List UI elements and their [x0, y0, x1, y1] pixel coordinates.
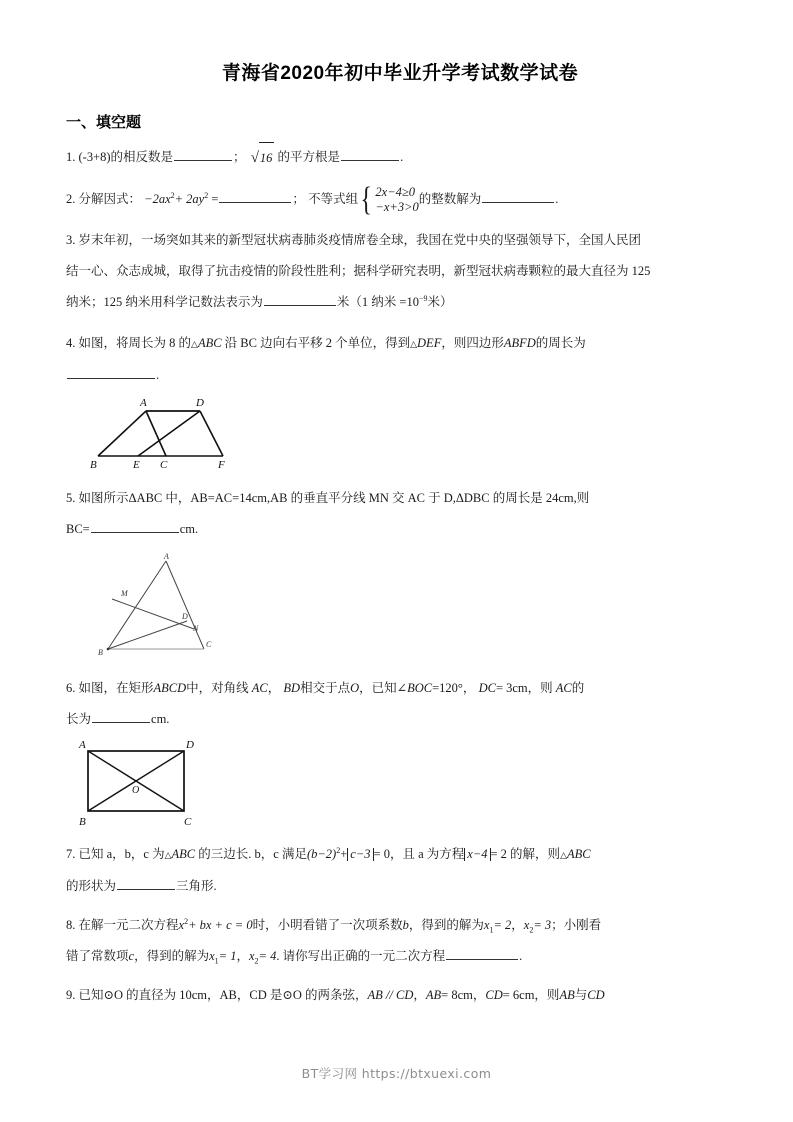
question-6 — [66, 673, 734, 829]
sqrt-expression: √16 — [249, 142, 275, 174]
label-abcd: ABCD — [153, 681, 187, 696]
question-2-text-c: 的整数解为 — [418, 192, 482, 206]
rectangle-diagonals-figure — [74, 737, 204, 829]
solution-x1: x — [483, 918, 490, 933]
label-abfd: ABFD — [503, 336, 536, 351]
question-4-text-d: 的周长为 — [535, 336, 586, 351]
inequality-row-1: 2x−4≥0 — [375, 185, 415, 200]
figure-question-6 — [74, 737, 734, 829]
plus-sign: + — [340, 847, 348, 862]
label-dc: DC — [478, 681, 496, 696]
expr-b-minus-2: (b−2) — [306, 847, 337, 862]
label-abc: ABC — [197, 336, 222, 351]
question-1-text-c: 的平方根是 — [277, 150, 341, 164]
label-ab: AB — [425, 988, 442, 1003]
abs-c-minus-3: c−3 — [347, 848, 373, 861]
answer-blank[interactable] — [264, 293, 336, 306]
question-2 — [66, 181, 734, 219]
question-4-number: 4. — [66, 336, 76, 351]
question-3 — [66, 225, 734, 318]
solution-x2: x — [523, 918, 530, 933]
question-9-comma: ， — [413, 988, 426, 1003]
figure-label-C: C — [184, 816, 192, 829]
question-4-text-a: 如图，将周长为 8 的 — [78, 336, 192, 351]
figure-label-F: F — [218, 459, 225, 470]
question-9-text-a: 已知⊙O 的直径为 10cm，AB，CD 是⊙O 的两条弦， — [78, 988, 368, 1003]
question-9-text-e: 与 — [574, 988, 588, 1003]
var-c: c — [128, 949, 135, 964]
question-6-text-a: 如图，在矩形 — [78, 681, 154, 696]
question-5-line-1: 如图所示ΔABC 中，AB=AC=14cm,AB 的垂直平分线 MN 交 AC 于 D,ΔDBC 的周长是 24cm,则 — [78, 491, 590, 506]
question-6-comma: ， — [267, 681, 281, 696]
question-4-text-b: 沿 BC 边向右平移 2 个单位，得到 — [224, 336, 411, 351]
exponent: −9 — [418, 293, 428, 303]
exponent: 2 — [170, 190, 175, 200]
question-3-number: 3. — [66, 233, 76, 248]
translated-triangle-figure — [88, 389, 248, 469]
answer-blank[interactable] — [482, 190, 554, 203]
question-5 — [66, 483, 734, 661]
answer-blank[interactable] — [219, 190, 291, 203]
inequality-row-2: −x+3>0 — [375, 200, 419, 215]
var-b: b — [402, 918, 409, 933]
question-1-text-a: (-3+8)的相反数是 — [78, 150, 174, 164]
question-2-text-a: 分解因式： — [78, 192, 142, 206]
figure-question-4 — [88, 389, 734, 469]
triangle-symbol: △ — [164, 850, 172, 861]
figure-label-A: A — [140, 397, 147, 410]
question-2-equals: = — [211, 192, 219, 206]
subscript: 2 — [254, 956, 259, 966]
ab-parallel-cd: AB // CD — [367, 988, 414, 1003]
answer-blank[interactable] — [446, 947, 518, 960]
equation-rest: + bx + c = 0 — [188, 918, 253, 933]
label-bd: BD — [283, 681, 301, 696]
question-5-number: 5. — [66, 491, 76, 506]
figure-label-A: A — [79, 739, 86, 752]
label-def: DEF — [417, 336, 442, 351]
question-3-line-3b: 米（1 纳米 =10 — [336, 295, 419, 310]
equals-zero: = 0 — [373, 847, 390, 862]
question-6-text-b: 中，对角线 — [186, 681, 249, 696]
question-8-line-2b: ，得到的解为 — [134, 949, 210, 964]
exponent: 2 — [184, 916, 189, 926]
question-6-text-f: =120°， — [432, 681, 476, 696]
figure-label-C: C — [206, 640, 212, 650]
question-7-number: 7. — [66, 847, 76, 862]
document-content — [66, 0, 734, 1011]
question-8-text-c: ，得到的解为 — [408, 918, 484, 933]
question-7-text-b: 的三边长. b，c 满足 — [198, 847, 307, 862]
question-2-number: 2. — [66, 192, 76, 206]
answer-blank[interactable] — [92, 710, 150, 723]
figure-label-D: D — [186, 739, 194, 752]
question-9-text-c: = 8cm， — [441, 988, 486, 1003]
question-8-number: 8. — [66, 918, 76, 933]
question-8-line-2d: . 请你写出正确的一元二次方程 — [276, 949, 446, 964]
question-4-text-c: ，则四边形 — [441, 336, 504, 351]
section-heading: 一、填空题 — [66, 114, 142, 131]
triangle-symbol: △ — [560, 850, 567, 861]
label-boc: BOC — [407, 681, 433, 696]
question-6-text-h: 的 — [571, 681, 585, 696]
solution-x2-b-value: = 4 — [258, 949, 277, 964]
label-abc-2: ABC — [566, 847, 591, 862]
abs-x-minus-4: x−4 — [464, 848, 490, 861]
question-3-line-1: 岁末年初，一场突如其来的新型冠状病毒肺炎疫情席卷全球，我国在党中央的坚强领导下，全国人民团 — [78, 233, 642, 248]
triangle-symbol: △ — [410, 339, 418, 350]
question-8-comma-2: ， — [236, 949, 249, 964]
label-ac-2: AC — [555, 681, 572, 696]
question-9 — [66, 980, 734, 1011]
question-1 — [66, 142, 734, 174]
figure-label-A: A — [164, 552, 169, 562]
question-5-line-2b: cm. — [179, 522, 199, 537]
question-1-number: 1. — [66, 150, 76, 164]
question-7-text-c: ，且 a 为方程 — [389, 847, 465, 862]
question-3-line-3a: 纳米；125 纳米用科学记数法表示为 — [66, 295, 263, 310]
subscript: 1 — [489, 925, 494, 935]
question-2-text-b: 不等式组 — [308, 192, 359, 206]
label-cd-2: CD — [587, 988, 605, 1003]
question-4-period: . — [156, 368, 160, 383]
label-cd: CD — [485, 988, 503, 1003]
figure-label-E: E — [133, 459, 140, 470]
question-7-line-2b: 三角形. — [176, 879, 217, 894]
question-7 — [66, 839, 734, 902]
subscript: 2 — [529, 925, 534, 935]
figure-label-B: B — [79, 816, 86, 829]
question-3-line-2: 结一心、众志成城，取得了抗击疫情的阶段性胜利；据科学研究表明，新型冠状病毒颗粒的最大直径为 125 — [66, 264, 651, 279]
question-8-text-a: 在解一元二次方程 — [78, 918, 179, 933]
question-8-comma: ， — [511, 918, 524, 933]
question-6-line-2b: cm. — [151, 712, 170, 727]
question-4 — [66, 328, 734, 469]
question-1-period: . — [400, 150, 404, 164]
solution-x1-b: x — [209, 949, 215, 964]
question-6-text-e: ，已知∠ — [359, 681, 408, 696]
solution-x2-value: = 3 — [533, 918, 552, 933]
question-8-text-e: ；小刚看 — [551, 918, 602, 933]
figure-label-C: C — [160, 459, 168, 470]
figure-label-B: B — [90, 459, 97, 470]
page-title: 青海省2020年初中毕业升学考试数学试卷 — [221, 63, 579, 84]
question-8-line-2a: 错了常数项 — [66, 949, 129, 964]
label-ab-2: AB — [559, 988, 575, 1003]
figure-label-D: D — [182, 612, 188, 622]
question-2-expr-a: −2ax — [144, 192, 171, 206]
answer-blank[interactable] — [341, 148, 399, 161]
question-9-text-d: = 6cm，则 — [502, 988, 560, 1003]
exponent: 2 — [204, 190, 209, 200]
question-7-text-d: = 2 的解，则 — [490, 847, 561, 862]
figure-label-O: O — [132, 785, 140, 797]
figure-label-N: N — [193, 624, 199, 634]
question-2-period: . — [555, 192, 559, 206]
question-2-expr-b: + 2ay — [174, 192, 205, 206]
question-5-line-2a: BC= — [66, 522, 90, 537]
question-6-number: 6. — [66, 681, 76, 696]
question-8 — [66, 910, 734, 972]
label-o: O — [350, 681, 360, 696]
figure-label-M: M — [121, 589, 128, 599]
question-9-number: 9. — [66, 988, 76, 1003]
label-ac: AC — [251, 681, 268, 696]
label-abc: ABC — [171, 847, 196, 862]
question-3-line-3c: 米） — [427, 295, 453, 310]
watermark: BT学习网 https://btxuexi.com — [301, 1066, 492, 1081]
exponent: 2 — [336, 845, 341, 855]
figure-question-5 — [94, 549, 734, 661]
equation-x: x — [178, 918, 185, 933]
perpendicular-bisector-figure — [94, 549, 274, 661]
question-6-text-g: = 3cm，则 — [495, 681, 553, 696]
sqrt-radicand: 16 — [259, 142, 275, 174]
answer-blank[interactable] — [117, 877, 175, 890]
question-6-line-2a: 长为 — [66, 712, 92, 727]
subscript: 1 — [214, 956, 219, 966]
figure-label-D: D — [196, 397, 204, 410]
solution-x1-b-value: = 1 — [218, 949, 237, 964]
question-7-text-a: 已知 a，b，c 为 — [78, 847, 165, 862]
answer-blank[interactable] — [91, 520, 179, 533]
question-2-semi: ； — [292, 192, 305, 206]
answer-blank[interactable] — [174, 148, 232, 161]
answer-blank[interactable] — [67, 366, 155, 379]
question-8-period: . — [519, 949, 523, 964]
inequality-system — [358, 181, 419, 219]
question-7-line-2a: 的形状为 — [66, 879, 117, 894]
brace-glyph: { — [360, 181, 372, 219]
solution-x2-b: x — [248, 949, 255, 964]
question-1-sep: ； — [233, 150, 246, 164]
question-6-text-d: 相交于点 — [300, 681, 351, 696]
solution-x1-value: = 2 — [493, 918, 512, 933]
triangle-symbol: △ — [191, 339, 198, 350]
question-8-text-b: 时，小明看错了一次项系数 — [252, 918, 403, 933]
figure-label-B: B — [98, 648, 103, 658]
